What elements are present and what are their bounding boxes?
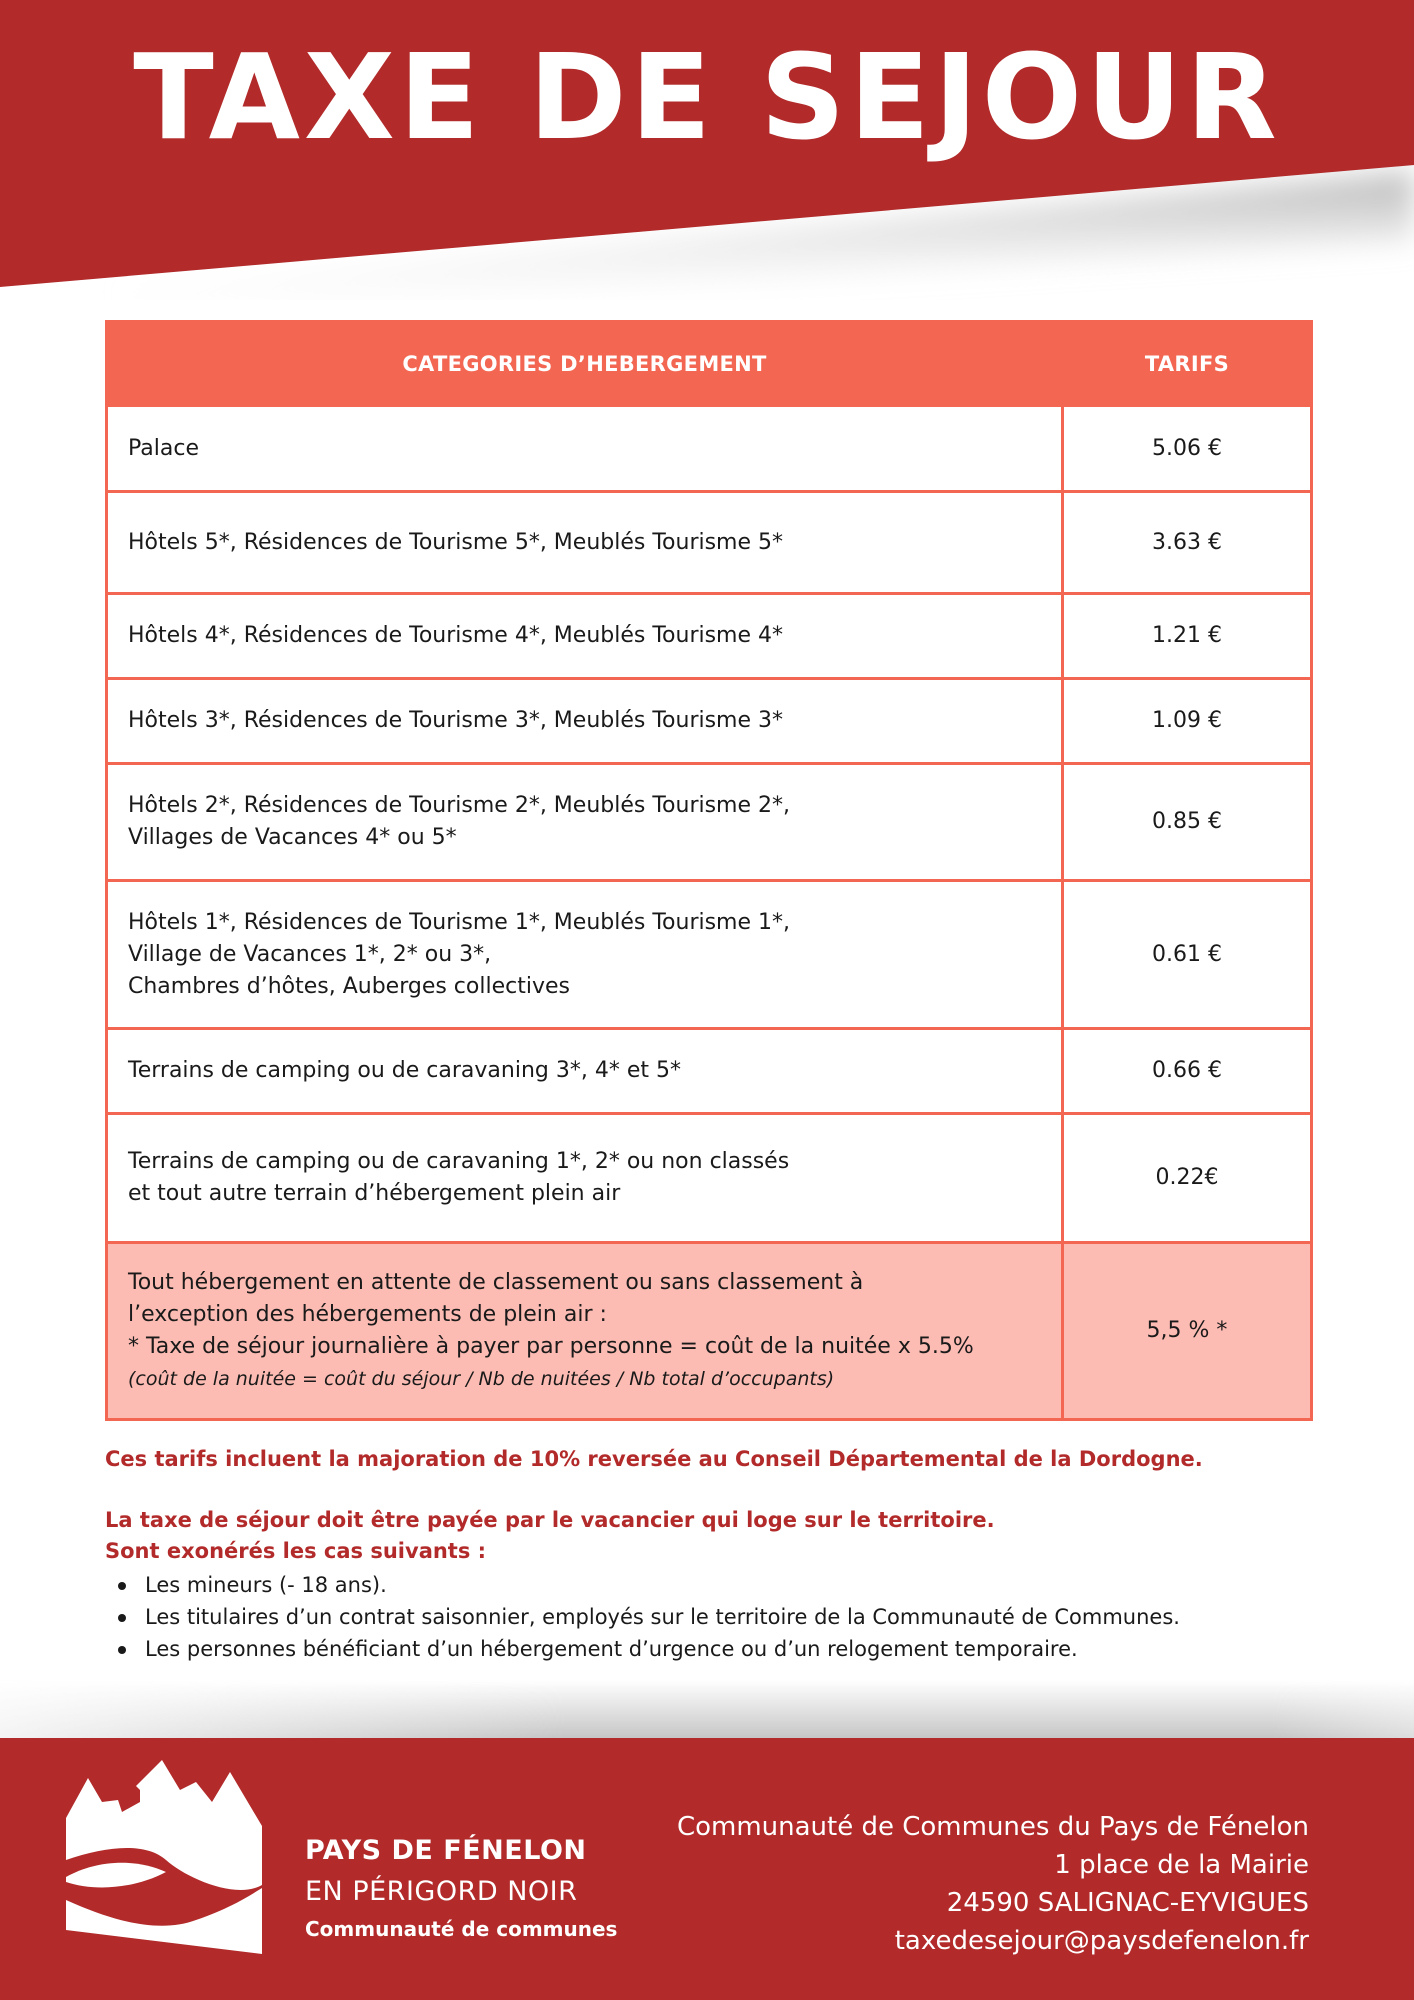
category-text: Terrains de camping ou de caravaning 3*, 4* et 5* [128,1058,681,1083]
header-banner [0,0,1414,300]
page-title: TAXE DE SEJOUR [133,28,1281,166]
table-row [107,764,1312,881]
table-row [107,406,1312,492]
category-cell [107,679,1063,764]
category-text-line: Hôtels 2*, Résidences de Tourisme 2*, Meublés Tourisme 2*, [128,793,791,818]
rate-cell: 5,5 % * [1063,1243,1312,1420]
category-text-line: Terrains de camping ou de caravaning 1*, 2* ou non classés [128,1149,790,1174]
category-text: Palace [128,435,199,461]
payer-note: La taxe de séjour doit être payée par le vacancier qui loge sur le territoire. [105,1508,995,1532]
table-row [107,881,1312,1029]
category-cell [107,492,1063,594]
table-row [107,679,1312,764]
exemption-text: Les personnes bénéficiant d’un hébergement d’urgence ou d’un relogement temporaire. [145,1637,1078,1661]
email-link[interactable]: taxedesejour@paysdefenelon.fr [894,1926,1309,1956]
contact-block [677,1808,1309,1960]
logo-wordmark [305,1830,617,1946]
category-cell [107,764,1063,881]
table-row [107,1114,1312,1243]
exemption-text: Les mineurs (- 18 ans). [145,1573,387,1597]
bullet-icon [118,1646,126,1654]
exemptions-heading: Sont exonérés les cas suivants : [105,1539,487,1563]
list-item [105,1601,1345,1633]
rate-cell: 1.09 € [1063,679,1312,764]
rate-cell: 0.85 € [1063,764,1312,881]
list-item [105,1569,1345,1601]
castle-river-logo-icon [66,1760,262,1954]
exemptions-list [105,1569,1345,1665]
table-row [107,594,1312,679]
bullet-icon [118,1582,126,1590]
category-text: Hôtels 3*, Résidences de Tourisme 3*, Meublés Tourisme 3* [128,708,784,733]
bullet-icon [118,1614,126,1622]
list-item [105,1633,1345,1665]
category-cell [107,1243,1063,1420]
surcharge-note: Ces tarifs incluent la majoration de 10% reversée au Conseil Départemental de la Dordogne. [105,1447,1203,1471]
category-text: Hôtels 5*, Résidences de Tourisme 5*, Meublés Tourisme 5* [128,529,784,555]
footer [0,1738,1414,2000]
rate-cell: 0.22€ [1063,1114,1312,1243]
category-text-line: et tout autre terrain d’hébergement plein air [128,1181,621,1206]
organization-name: Communauté de Communes du Pays de Fénelon [676,1812,1309,1842]
notes-section [105,1444,1345,1665]
tariff-table [105,320,1313,1421]
category-cell [107,1029,1063,1114]
category-text-line: Villages de Vacances 4* ou 5* [128,825,457,850]
category-text-line: Hôtels 1*, Résidences de Tourisme 1*, Meublés Tourisme 1*, [128,909,791,935]
category-cell [107,406,1063,492]
table-row [107,492,1312,594]
rate-cell: 1.21 € [1063,594,1312,679]
category-cell [107,1114,1063,1243]
footer-shadow [0,1680,1414,1740]
rate-cell: 0.61 € [1063,881,1312,1029]
column-header-tarifs: TARIFS [1063,322,1312,406]
table-header-row [107,322,1312,406]
city-address: 24590 SALIGNAC-EYVIGUES [946,1888,1309,1918]
rate-cell: 5.06 € [1063,406,1312,492]
logo-line-2: EN PÉRIGORD NOIR [305,1876,578,1907]
category-text-line: l’exception des hébergements de plein air : [128,1302,607,1327]
rate-cell: 0.66 € [1063,1029,1312,1114]
logo-line-1: PAYS DE FÉNELON [305,1835,587,1866]
category-text: Hôtels 4*, Résidences de Tourisme 4*, Meublés Tourisme 4* [128,623,784,648]
exemption-text: Les titulaires d’un contrat saisonnier, employés sur le territoire de la Communauté de Communes. [145,1605,1180,1629]
category-note: (coût de la nuitée = coût du séjour / Nb de nuitées / Nb total d’occupants) [128,1368,835,1390]
category-cell [107,881,1063,1029]
category-cell [107,594,1063,679]
category-text-line: Village de Vacances 1*, 2* ou 3*, [128,941,492,967]
category-text-line: Chambres d’hôtes, Auberges collectives [128,973,570,999]
table-row [107,1029,1312,1114]
table-row-unclassified [107,1243,1312,1420]
category-text-line: Tout hébergement en attente de classement ou sans classement à [128,1270,864,1295]
logo-line-3: Communauté de communes [305,1917,618,1941]
category-text-line: * Taxe de séjour journalière à payer par personne = coût de la nuitée x 5.5% [128,1334,974,1359]
street-address: 1 place de la Mairie [1054,1850,1309,1880]
rate-cell: 3.63 € [1063,492,1312,594]
column-header-categories: CATEGORIES D’HEBERGEMENT [107,322,1063,406]
